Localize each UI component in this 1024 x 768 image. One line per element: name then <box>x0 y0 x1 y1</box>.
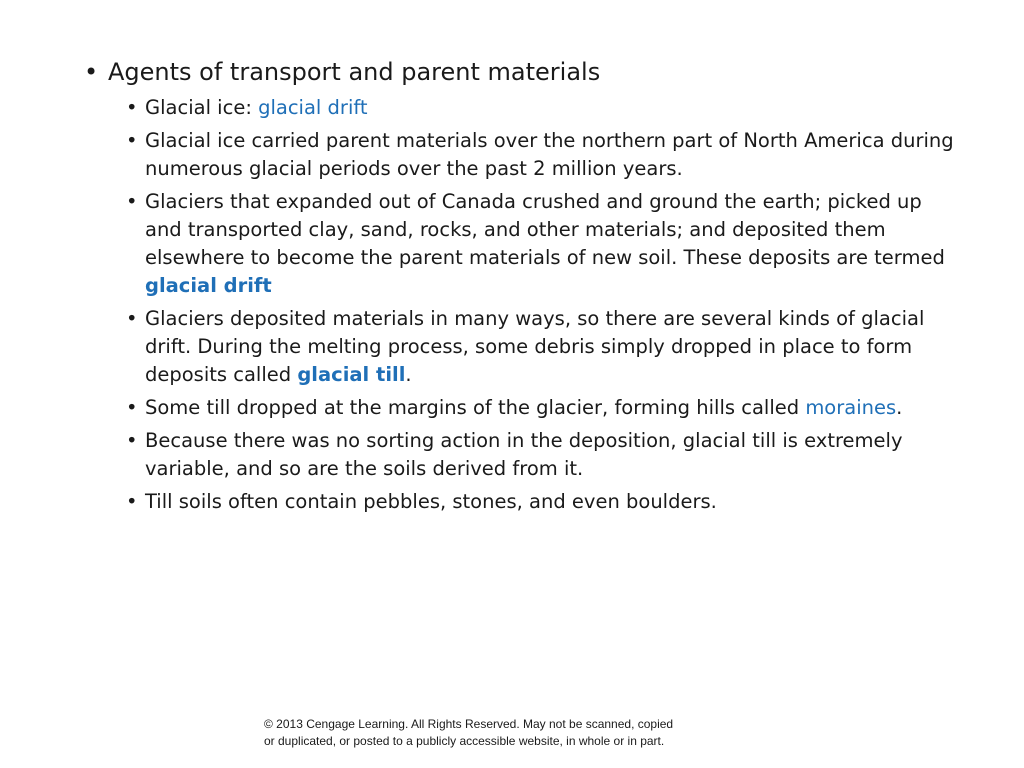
item-text: Glaciers that expanded out of Canada crushed and ground the earth; picked up and transported clay, sand, rocks, and other materials; and deposited them elsewhere to become the parent materials of new soil. These deposits are termed <box>145 190 945 269</box>
list-item <box>126 488 956 516</box>
bullet-icon: • <box>126 429 138 452</box>
item-text: Glacial ice carried parent materials over the northern part of North America during numerous glacial periods over the past 2 million years. <box>145 129 954 180</box>
item-text: Glacial ice: <box>145 96 259 119</box>
bullet-icon: • <box>126 129 138 152</box>
slide-heading: Agents of transport and parent materials <box>108 58 601 86</box>
list-item <box>126 427 956 483</box>
item-text: Glaciers deposited materials in many ways, so there are several kinds of glacial drift. During the melting process, some debris simply dropped in place to form deposits called <box>145 307 925 386</box>
bullet-icon: • <box>126 490 138 513</box>
term-glacial-drift: glacial drift <box>258 96 368 119</box>
item-text: Till soils often contain pebbles, stones, and even boulders. <box>145 490 717 513</box>
item-text: Because there was no sorting action in the deposition, glacial till is extremely variable, and so are the soils derived from it. <box>145 429 903 480</box>
item-suffix: . <box>896 396 903 419</box>
list-item <box>126 188 956 300</box>
list-item <box>126 394 956 422</box>
bullet-icon: • <box>126 190 138 213</box>
term-moraines: moraines <box>805 396 897 419</box>
list-item <box>126 94 956 122</box>
term-glacial-till: glacial till <box>297 363 406 386</box>
bullet-icon: • <box>126 96 138 119</box>
bullet-icon: • <box>126 396 138 419</box>
term-glacial-drift-bold: glacial drift <box>145 274 272 297</box>
copyright-line-2: or duplicated, or posted to a publicly accessible website, in whole or in part. <box>264 734 665 748</box>
list-item <box>126 127 956 183</box>
main-bullet <box>84 57 988 87</box>
bullet-icon: • <box>126 307 138 330</box>
item-text: Some till dropped at the margins of the glacier, forming hills called <box>145 396 806 419</box>
copyright-line-1: © 2013 Cengage Learning. All Rights Reserved. May not be scanned, copied <box>264 717 674 731</box>
list-item <box>126 305 956 389</box>
item-suffix: . <box>405 363 412 386</box>
bullet-icon: • <box>84 58 99 86</box>
copyright-footer <box>264 716 734 750</box>
sub-bullet-list <box>126 94 956 521</box>
